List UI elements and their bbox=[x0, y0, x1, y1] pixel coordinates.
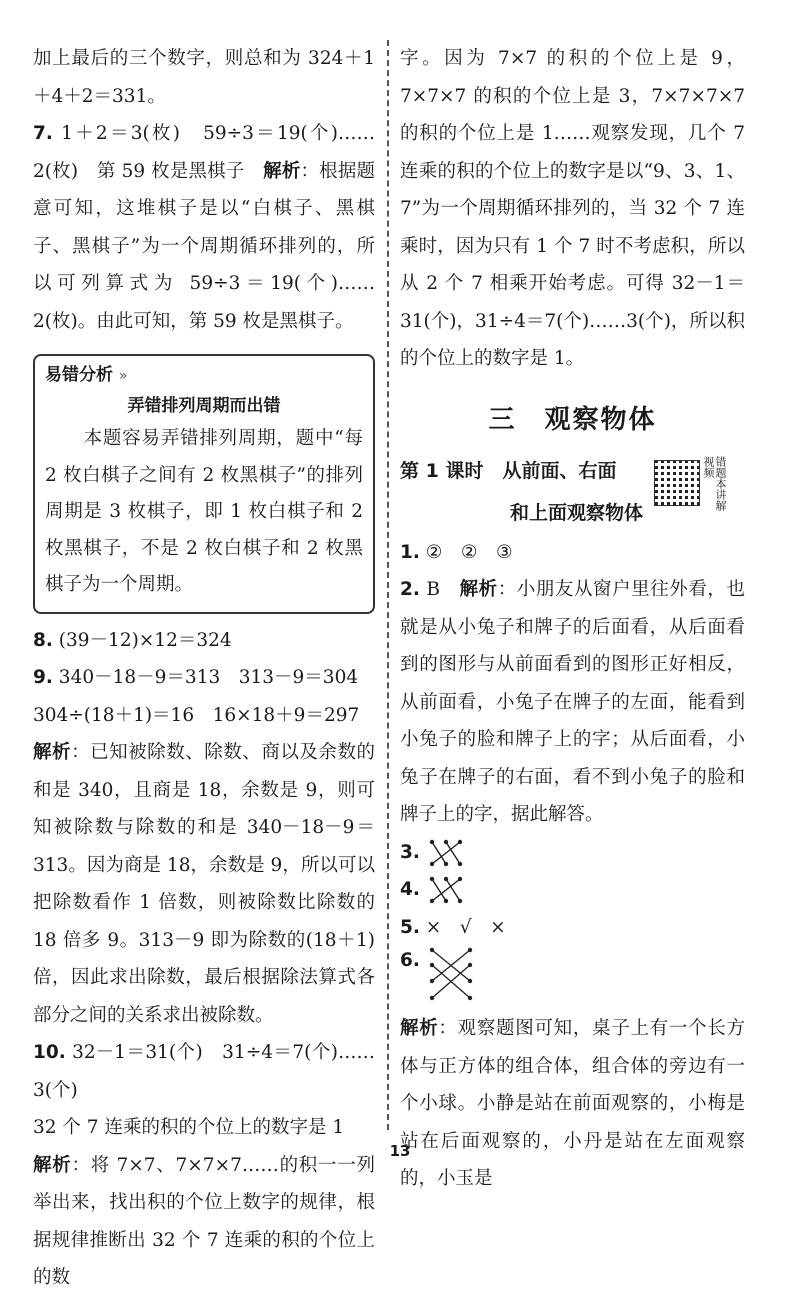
right-column bbox=[400, 40, 745, 1198]
error-analysis-box bbox=[33, 354, 375, 614]
question-8: 8. (39－12)×12＝324 bbox=[33, 629, 232, 651]
double-arrow-icon: » bbox=[118, 368, 128, 384]
page-number: 13 bbox=[389, 1142, 411, 1160]
matching-lines-icon bbox=[426, 875, 466, 905]
continuation-paragraph: 字。因为 7×7 的积的个位上是 9，7×7×7 的积的个位上是 3，7×7×7×7 的积的个位上是 1……观察发现，几个 7 连乘的积的个位上的数字是以“9、3、1、7”为一个周期循环排列的，当 32 个 7 连乘时，因为只有 1 个 7 时不考虑积，所以从 2 个 7 相乘开始考虑。可得 32－1＝31(个)，31÷4＝7(个)……3(个)，所以积的个位上的数字是 1。 bbox=[400, 48, 745, 369]
matching-lines-icon bbox=[426, 946, 476, 1004]
continuation-paragraph: 加上最后的三个数字，则总和为 324＋1＋4＋2＝331。 bbox=[33, 48, 375, 107]
box-header: 易错分析 » bbox=[45, 365, 128, 385]
qr-code-icon[interactable] bbox=[654, 460, 700, 506]
check-marks: × √ × bbox=[425, 916, 506, 938]
box-text: 本题容易弄错排列周期，题中“每 2 枚白棋子之间有 2 枚黑棋子”的排列周期是 3 枚棋子，即 1 枚白棋子和 2 枚黑棋子，不是 2 枚白棋子和 2 枚黑棋子为一个周期。 bbox=[45, 428, 363, 595]
question-number: 7. bbox=[33, 123, 53, 144]
section-title: 三 观察物体 bbox=[488, 404, 657, 435]
answer-2: 2. B 解析：小朋友从窗户里往外看，也就是从小兔子和牌子的后面看，从后面看到的图形与从前面看到的图形正好相反，从前面看，小兔子在牌子的左面，能看到小兔子的脸和牌子上的字；从后面看，小兔子在牌子的右面，看不到小兔子的脸和牌子上的字，据此解答。 bbox=[400, 579, 745, 825]
answer-4: 4. bbox=[400, 871, 745, 909]
lesson-header bbox=[400, 454, 745, 534]
answer-5: 5. × √ × bbox=[400, 916, 506, 938]
column-divider bbox=[387, 40, 389, 1130]
lesson-title-line-2: 和上面观察物体 bbox=[510, 501, 644, 524]
box-title: 弄错排列周期而出错 bbox=[127, 396, 281, 416]
left-column bbox=[33, 40, 375, 1297]
question-9-analysis: 解析：已知被除数、除数、商以及余数的和是 340，且商是 18，余数是 9，则可知被除数与除数的和是 340－18－9＝313。因为商是 18，余数是 9，所以可以把除数看作 1 倍数，则被除数比除数的 18 倍多 9。313－9 即为除数的(18＋1)倍，因此求出除数，最后根据除法算式各部分之间的关系求出被除数。 bbox=[33, 742, 375, 1026]
analysis-label: 解析 bbox=[33, 1154, 72, 1176]
answer-3: 3. bbox=[400, 834, 745, 872]
analysis-label: 解析 bbox=[263, 160, 301, 182]
analysis-label: 解析 bbox=[400, 1018, 439, 1039]
analysis-label: 解析 bbox=[33, 742, 72, 763]
analysis-label: 解析 bbox=[459, 579, 498, 600]
question-10-analysis: 解析：将 7×7、7×7×7……的积一一列举出来，找出积的个位上数字的规律，根据规律推断出 32 个 7 连乘的积的个位上的数 bbox=[33, 1154, 375, 1288]
answer-6-analysis: 解析：观察题图可知，桌子上有一个长方体与正方体的组合体，组合体的旁边有一个小球。小静是站在前面观察的，小梅是站在后面观察的，小丹是站在左面观察的，小玉是 bbox=[400, 1018, 745, 1189]
qr-label: 错题本讲解视频 bbox=[702, 455, 727, 511]
question-7: 7. 1＋2＝3(枚) 59÷3＝19(个)……2(枚) 第 59 枚是黑棋子 解析：根据题意可知，这堆棋子是以“白棋子、黑棋子、黑棋子”为一个周期循环排列的，所以可列算式为 59÷3＝19(个)……2(枚)。由此可知，第 59 枚是黑棋子。 bbox=[33, 123, 375, 332]
question-10: 10. 32－1＝31(个) 31÷4＝7(个)……3(个) bbox=[33, 1042, 375, 1101]
answer-1: 1. ② ② ③ bbox=[400, 541, 513, 563]
question-9: 9. 340－18－9＝313 313－9＝304 bbox=[33, 667, 359, 688]
matching-lines-icon bbox=[426, 838, 466, 868]
question-10-line-2: 32 个 7 连乘的积的个位上的数字是 1 bbox=[33, 1117, 345, 1138]
question-9-line-2: 304÷(18＋1)＝16 16×18＋9＝297 bbox=[33, 704, 360, 726]
lesson-title-line-1: 第 1 课时 从前面、右面 bbox=[400, 459, 617, 482]
answer-6: 6. bbox=[400, 946, 745, 1004]
